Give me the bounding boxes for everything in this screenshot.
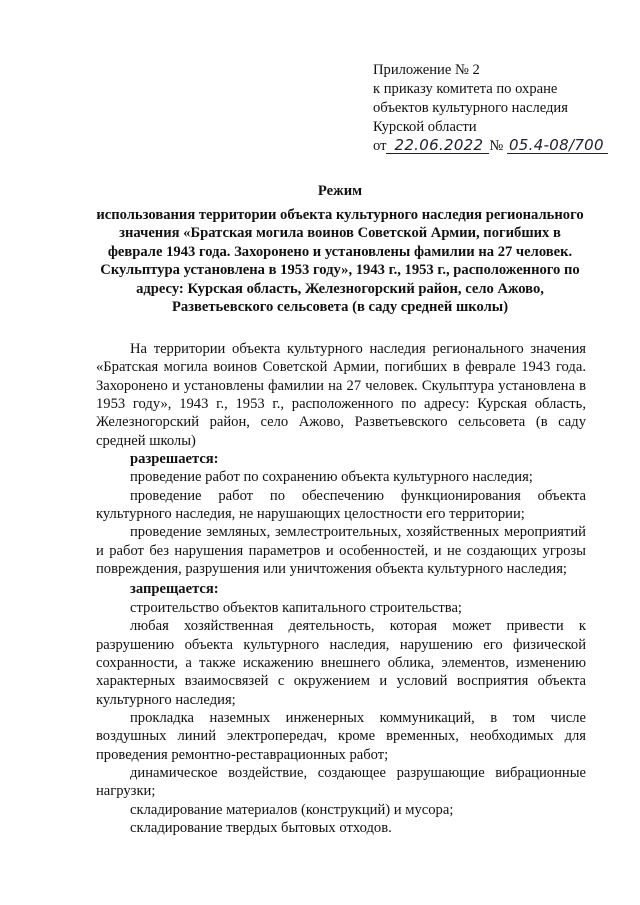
document-title: Режим <box>317 183 363 199</box>
appendix-region: Курской области <box>373 119 477 135</box>
forbidden-item: строительство объектов капитального строительства; <box>130 599 462 616</box>
allowed-item: проведение работ по сохранению объекта культурного наследия; <box>130 469 533 486</box>
forbidden-item: прокладка наземных инженерных коммуникаций, в том числе воздушных линий электропередач, кроме временных, необходимых для проведения ремонтно-реставрационных работ; <box>96 709 586 763</box>
appendix-order: к приказу комитета по охране <box>373 81 558 97</box>
forbidden-item: любая хозяйственная деятельность, которая может привести к разрушению объекта культурного наследия, нарушению его физической сохранности, а также искажению внешнего облика, элементов, изменению характерных взаимосвязей с окружением и условий восприятия объекта культурного наследия; <box>96 618 586 708</box>
appendix-date-line <box>373 137 623 156</box>
forbidden-item: складирование твердых бытовых отходов. <box>130 819 392 836</box>
forbidden-item: динамическое воздействие, создающее разрушающие вибрационные нагрузки; <box>96 764 586 800</box>
intro-paragraph: На территории объекта культурного наследия регионального значения «Братская могила воинов Советской Армии, погибших в феврале 1943 года. Захоронено и установлены фамилии на 27 человек. Скульптура установлена в 1953 году», 1943 г., 1953 г., расположенного по адресу: Курская область, Железногорский район, село Ажово, Разветьевского сельсовета (в саду средней школы) <box>96 341 586 449</box>
handwritten-number: 05.4-08/700 <box>508 136 604 154</box>
handwritten-date: 22.06.2022 <box>394 136 484 154</box>
forbidden-label: запрещается: <box>130 581 219 598</box>
appendix-number: Приложение № 2 <box>373 62 480 78</box>
allowed-label: разрешается: <box>130 451 219 468</box>
from-prefix: от <box>373 138 387 154</box>
number-sign: № <box>489 138 504 154</box>
appendix-block <box>373 61 623 156</box>
allowed-item: проведение земляных, землестроительных, хозяйственных мероприятий и работ без нарушения параметров и особенностей, и не создающих угрозы повреждения, разрушения или уничтожения объекта культурного наследия; <box>96 524 586 578</box>
allowed-item: проведение работ по обеспечению функционирования объекта культурного наследия, не нарушающих целостности его территории; <box>96 487 586 523</box>
forbidden-item: складирование материалов (конструкций) и мусора; <box>130 801 454 818</box>
appendix-committee: объектов культурного наследия <box>373 100 568 116</box>
document-body <box>96 340 586 837</box>
document-heading: использования территории объекта культурного наследия регионального значения «Братская могила воинов Советской Армии, погибших в феврале 1943 года. Захоронено и установлены фамилии на 27 человек. Скульптура установлена в 1953 году», 1943 г., 1953 г., расположенного по адресу: Курская область, Железногорский район, село Ажово, Разветьевского сельсовета (в саду средней школы) <box>96 207 584 316</box>
